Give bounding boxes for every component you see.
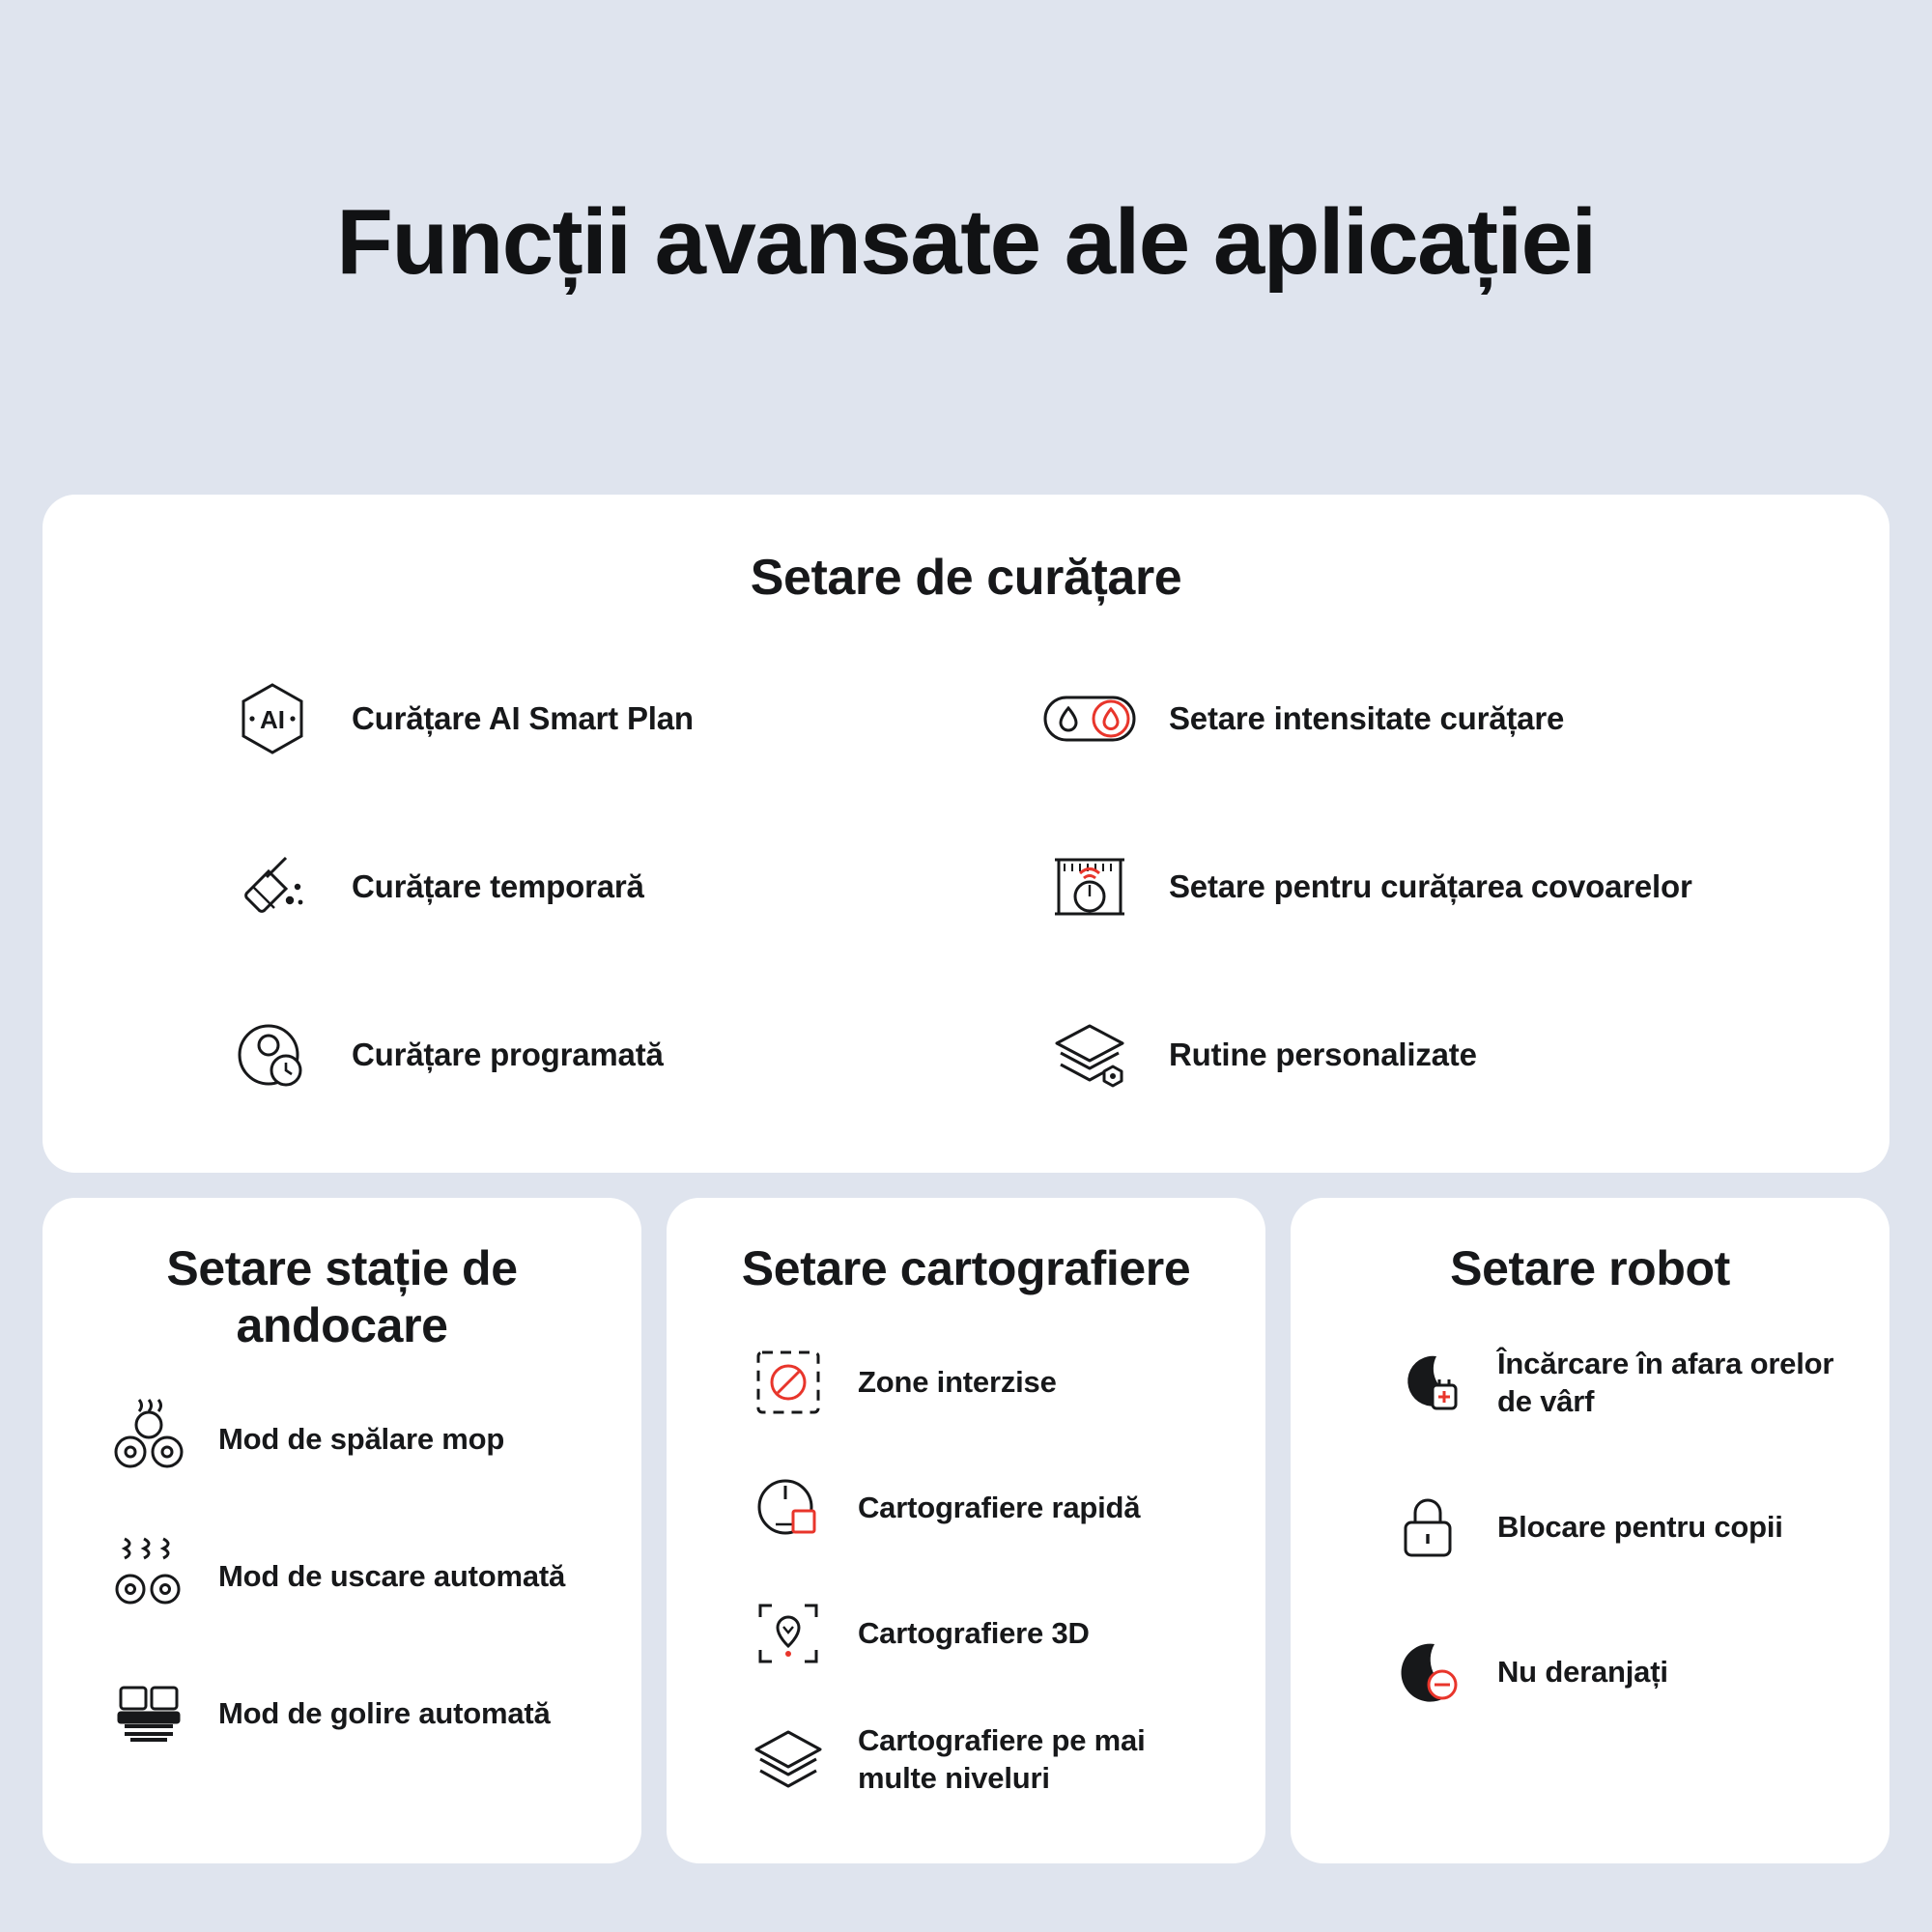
feature-label: Încărcare în afara orelor de vârf (1497, 1346, 1834, 1418)
robot-feature-list (1329, 1336, 1851, 1719)
cleaning-feature-grid (100, 663, 1832, 1111)
feature-scheduled-cleaning[interactable] (100, 999, 966, 1111)
feature-label: Mod de spălare mop (218, 1422, 505, 1457)
feature-label: Rutine personalizate (1169, 1037, 1477, 1073)
feature-label: Setare pentru curățarea covoarelor (1169, 868, 1692, 905)
feature-ai-smart-plan[interactable] (100, 663, 966, 775)
feature-multi-level-mapping[interactable] (744, 1713, 1227, 1805)
feature-quick-mapping[interactable] (744, 1462, 1227, 1554)
feature-label: Cartografiere rapidă (858, 1491, 1141, 1525)
scheduled-clean-clock-icon (222, 1005, 323, 1105)
child-lock-icon (1383, 1483, 1472, 1572)
auto-empty-mode-icon (104, 1669, 193, 1758)
feature-carpet-cleaning[interactable] (966, 831, 1832, 943)
card-dock-settings (43, 1198, 641, 1863)
feature-mop-wash-mode[interactable] (104, 1393, 603, 1486)
card-robot-settings (1291, 1198, 1889, 1863)
feature-label: Curățare programată (352, 1037, 664, 1073)
feature-cleaning-intensity[interactable] (966, 663, 1832, 775)
carpet-setting-icon (1039, 837, 1140, 937)
mapping-feature-list (705, 1336, 1227, 1805)
quick-mapping-icon (744, 1463, 833, 1552)
bottom-cards-row (43, 1198, 1889, 1863)
cards-container (43, 495, 1889, 1863)
feature-custom-routines[interactable] (966, 999, 1832, 1111)
multi-level-mapping-icon (744, 1715, 833, 1804)
mapping-card-title: Setare cartografiere (741, 1241, 1191, 1295)
feature-auto-dry-mode[interactable] (104, 1530, 603, 1623)
feature-child-lock[interactable] (1383, 1481, 1851, 1574)
cleaning-card-title: Setare de curățare (750, 550, 1182, 606)
custom-routines-layers-icon (1039, 1005, 1140, 1105)
feature-label: Blocare pentru copii (1497, 1510, 1783, 1545)
feature-label: Cartografiere 3D (858, 1616, 1090, 1651)
dock-card-title: Setare stație de andocare (166, 1241, 518, 1352)
card-cleaning-settings (43, 495, 1889, 1173)
feature-label: Mod de uscare automată (218, 1559, 566, 1594)
page-title: Funcții avansate ale aplicației (336, 190, 1596, 294)
off-peak-charging-icon (1383, 1338, 1472, 1427)
feature-do-not-disturb[interactable] (1383, 1626, 1851, 1719)
feature-label: Curățare AI Smart Plan (352, 700, 694, 737)
robot-card-title: Setare robot (1450, 1241, 1730, 1295)
feature-label: Zone interzise (858, 1365, 1057, 1400)
mop-wash-mode-icon (104, 1395, 193, 1484)
dock-feature-list (81, 1393, 603, 1760)
do-not-disturb-icon (1383, 1628, 1472, 1717)
auto-dry-mode-icon (104, 1532, 193, 1621)
no-go-zone-icon (744, 1338, 833, 1427)
broom-temporary-clean-icon (222, 837, 323, 937)
feature-label: Cartografiere pe mai multe niveluri (858, 1722, 1146, 1795)
feature-label: Mod de golire automată (218, 1696, 551, 1731)
feature-no-go-zones[interactable] (744, 1336, 1227, 1429)
svg-text:AI: AI (260, 705, 285, 734)
feature-3d-mapping[interactable] (744, 1587, 1227, 1680)
3d-mapping-icon (744, 1589, 833, 1678)
card-mapping-settings (667, 1198, 1265, 1863)
feature-off-peak-charging[interactable] (1383, 1336, 1851, 1429)
feature-label: Setare intensitate curățare (1169, 700, 1565, 737)
feature-label: Curățare temporară (352, 868, 644, 905)
feature-temporary-cleaning[interactable] (100, 831, 966, 943)
water-intensity-toggle-icon (1039, 668, 1140, 769)
ai-hexagon-icon (222, 668, 323, 769)
feature-auto-empty-mode[interactable] (104, 1667, 603, 1760)
feature-label: Nu deranjați (1497, 1655, 1668, 1690)
